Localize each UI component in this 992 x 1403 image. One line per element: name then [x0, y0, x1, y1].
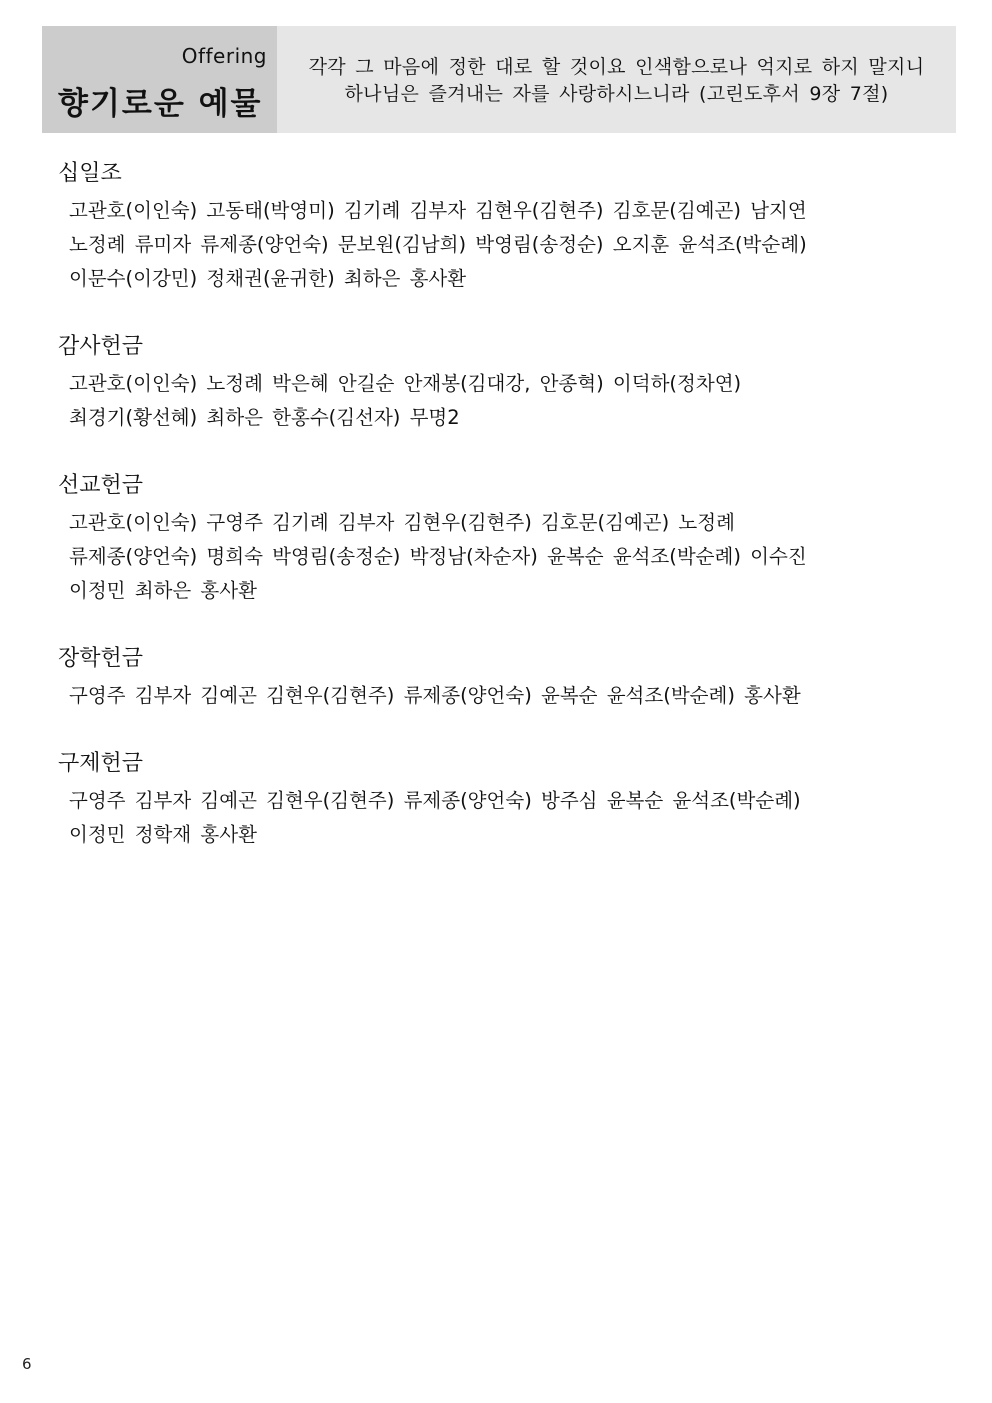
- name-line: 고관호(이인숙) 구영주 김기례 김부자 김현우(김현주) 김호문(김예곤) 노정례: [69, 511, 735, 534]
- section-scholarship: [58, 643, 938, 713]
- name-line: 이문수(이강민) 정채권(윤귀한) 최하은 홍사환: [69, 267, 467, 290]
- bible-verse: [277, 26, 956, 133]
- name-line: 구영주 김부자 김예곤 김현우(김현주) 류제종(양언숙) 윤복순 윤석조(박순례) 홍사환: [69, 684, 801, 707]
- verse-line-1: 각각 그 마음에 정한 대로 할 것이요 인색함으로나 억지로 하지 말지니: [308, 55, 925, 78]
- section-title: 십일조: [58, 161, 122, 186]
- offering-header: [42, 26, 956, 133]
- name-line: 류제종(양언숙) 명희숙 박영림(송정순) 박정남(차순자) 윤복순 윤석조(박순례) 이수진: [69, 545, 807, 568]
- section-relief: [58, 748, 938, 852]
- section-title: 선교헌금: [58, 473, 144, 498]
- header-title-box: [42, 26, 277, 133]
- section-mission: [58, 470, 938, 608]
- name-line: 이정민 최하은 홍사환: [69, 579, 257, 602]
- section-title: 구제헌금: [58, 751, 144, 776]
- header-subtitle: Offering: [181, 44, 267, 68]
- name-line: 노정례 류미자 류제종(양언숙) 문보원(김남희) 박영림(송정순) 오지훈 윤석조(박순례): [69, 233, 807, 256]
- section-title: 감사헌금: [58, 334, 144, 359]
- name-line: 구영주 김부자 김예곤 김현우(김현주) 류제종(양언숙) 방주심 윤복순 윤석조(박순례): [69, 789, 801, 812]
- name-line: 이정민 정학재 홍사환: [69, 823, 257, 846]
- name-line: 고관호(이인숙) 고동태(박영미) 김기례 김부자 김현우(김현주) 김호문(김예곤) 남지연: [69, 199, 807, 222]
- verse-line-2: 하나님은 즐겨내는 자를 사랑하시느니라 (고린도후서 9장 7절): [344, 82, 889, 105]
- section-tithe: [58, 158, 938, 296]
- offering-list: [58, 158, 938, 887]
- page-title: 향기로운 예물: [58, 86, 263, 122]
- name-line: 고관호(이인숙) 노정례 박은혜 안길순 안재봉(김대강, 안종혁) 이덕하(정차연): [69, 372, 742, 395]
- page-number: 6: [22, 1355, 32, 1373]
- section-title: 장학헌금: [58, 646, 144, 671]
- name-line: 최경기(황선혜) 최하은 한홍수(김선자) 무명2: [69, 406, 460, 429]
- section-thanksgiving: [58, 331, 938, 435]
